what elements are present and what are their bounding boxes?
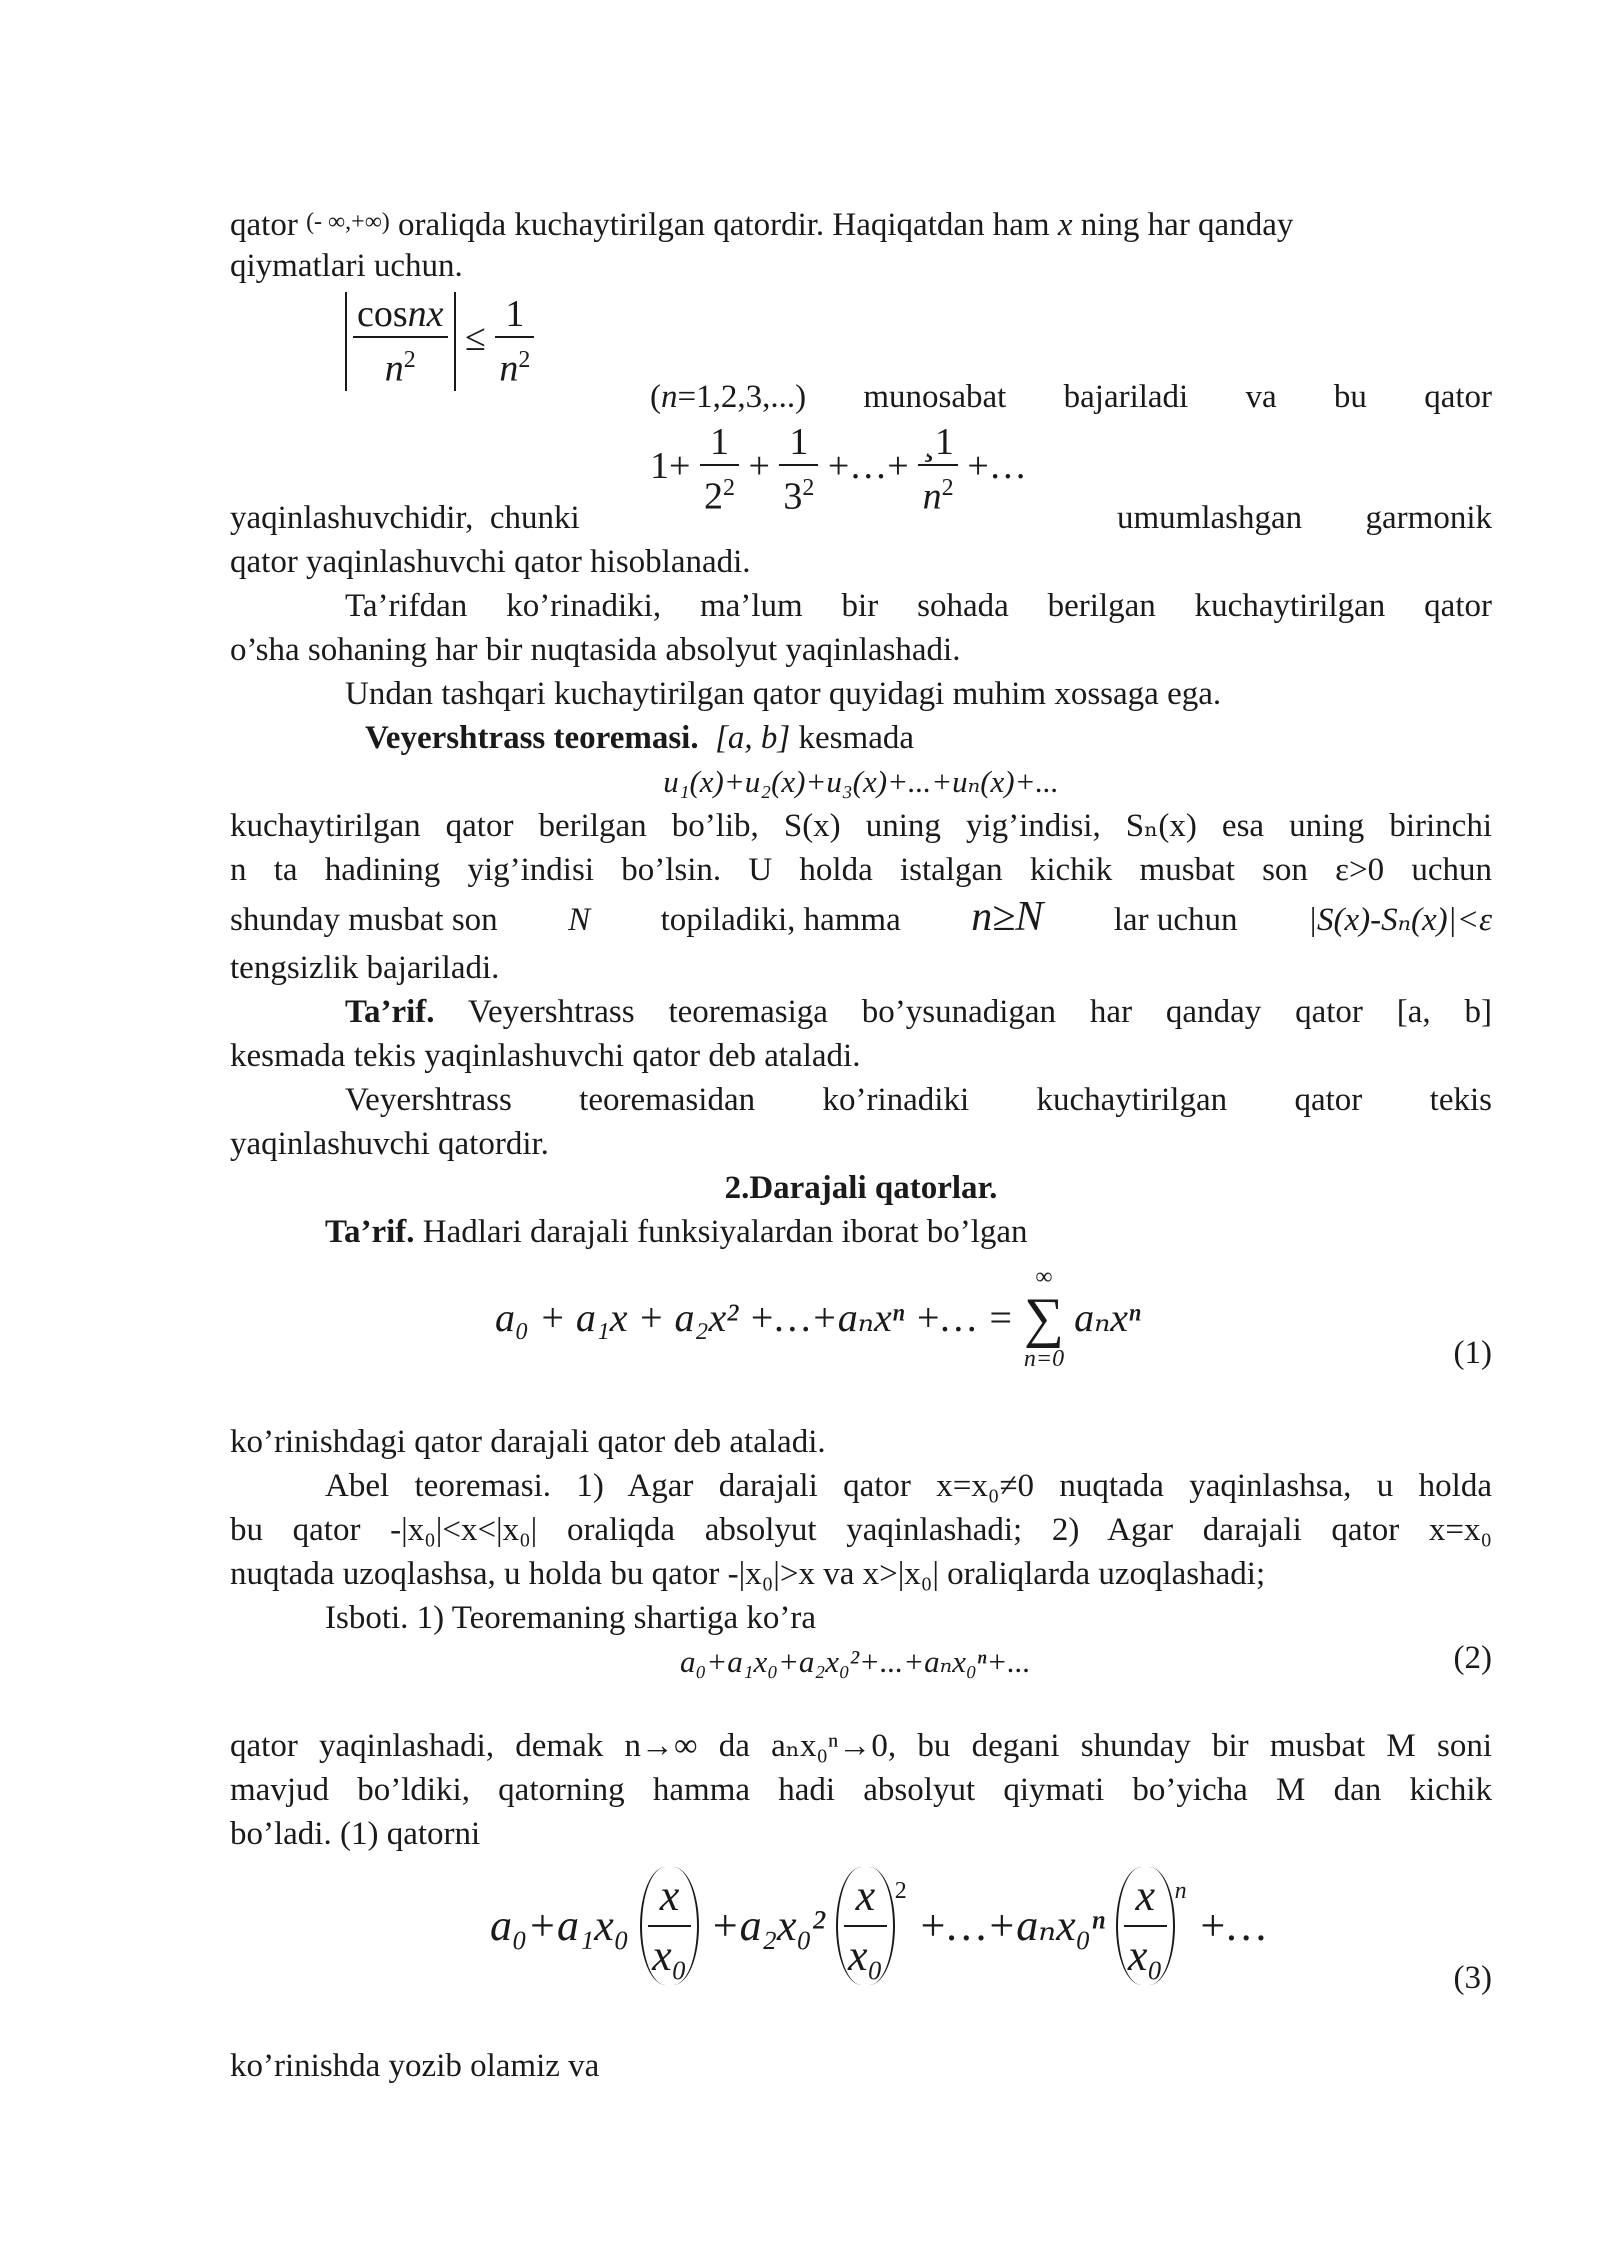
- condition: n≥N: [971, 894, 1044, 940]
- equation-1: [495, 1262, 1141, 1374]
- fraction: [353, 292, 448, 391]
- text: chunki: [489, 500, 580, 536]
- segment: [a, b]: [715, 720, 791, 756]
- paragraph-line: bu qator -|x₀|<x<|x₀| oraliqda absolyut yaqinlashadi; 2) Agar darajali qator x=x₀: [230, 1512, 1492, 1548]
- inequality: |S(x)-Sₙ(x)|<ε: [1307, 902, 1492, 938]
- interval-text: (- ∞,+∞): [306, 209, 390, 235]
- paragraph-line: tengsizlik bajariladi.: [230, 950, 500, 986]
- var-N: N: [568, 902, 591, 938]
- paragraph-line: o’sha sohaning har bir nuqtasida absolyut yaqinlashadi.: [230, 632, 961, 668]
- numerator: [353, 292, 448, 336]
- fraction: [779, 420, 818, 519]
- text: munosabat: [863, 379, 1007, 415]
- plus: +: [669, 445, 691, 488]
- text: 1: [650, 445, 669, 488]
- sum-top: ∞: [1035, 1264, 1053, 1290]
- text: 1: [934, 421, 954, 463]
- plus: +: [748, 445, 770, 488]
- exponent: n: [1174, 1878, 1187, 1904]
- paragraph-line: qiymatlari uchun.: [230, 248, 463, 284]
- theorem-title: Veyershtrass teoremasi.: [365, 720, 699, 756]
- n-text: n: [499, 347, 519, 390]
- numerator: 1: [789, 421, 809, 463]
- exponent: 2: [518, 347, 531, 373]
- paragraph-line: ko’rinishda yozib olamiz va: [230, 2048, 600, 2084]
- exponent: 2: [894, 1878, 907, 1904]
- parenthesis: [836, 1867, 895, 1985]
- definition-title: Ta’rif.: [345, 994, 435, 1030]
- paragraph-line: qator yaqinlashadi, demak n→∞ da aₙx₀ⁿ→0, bu degani shunday bir musbat M soni: [230, 1728, 1492, 1764]
- exponent: 2: [722, 475, 735, 501]
- numerator: 1: [709, 421, 729, 463]
- series-formula: [230, 760, 1492, 804]
- denominator: [779, 464, 818, 519]
- abs-value: [345, 292, 456, 391]
- text: garmonik: [1365, 500, 1492, 536]
- numerator: x: [659, 1870, 680, 1920]
- denominator: [918, 464, 958, 519]
- equation-number: (3): [1453, 1960, 1492, 1996]
- paragraph-line: n ta hadining yig’indisi bo’lsin. U holda istalgan kichik musbat son ε>0 uchun: [230, 852, 1492, 888]
- le-sign: ≤: [465, 317, 486, 360]
- denominator: x₀: [648, 1925, 691, 1985]
- text: umumlashgan: [1117, 500, 1303, 536]
- exponent: 2: [403, 347, 416, 373]
- text: yaqinlashuvchidir,: [230, 500, 474, 536]
- text: ¸: [922, 421, 935, 463]
- numerator: [918, 420, 958, 464]
- paragraph-line: mavjud bo’ldiki, qatorning hamma hadi absolyut qiymati bo’yicha M dan kichik: [230, 1772, 1492, 1808]
- definition-title: Ta’rif.: [325, 1214, 415, 1250]
- text: 2: [703, 475, 723, 518]
- fraction: [844, 1867, 887, 1985]
- paragraph-line: Undan tashqari kuchaytirilgan qator quyidagi muhim xossaga ega.: [345, 676, 1222, 712]
- text: oraliqda kuchaytirilgan qatordir. Haqiqatdan ham: [398, 207, 1050, 243]
- text: =1,2,3,...): [677, 379, 807, 415]
- text: 3: [783, 475, 803, 518]
- denominator: [495, 336, 534, 391]
- text: shunday musbat son: [230, 902, 498, 938]
- paragraph-line: [230, 496, 580, 540]
- numerator: 1: [505, 293, 525, 335]
- n-text: n: [922, 475, 942, 518]
- var-x: x: [1057, 207, 1073, 243]
- tail: +…: [1197, 1900, 1267, 1950]
- fraction: [918, 420, 958, 519]
- text: kesmada: [798, 720, 914, 756]
- term: +…+aₙx₀ⁿ: [917, 1900, 1105, 1950]
- paragraph-line: Ta’rifdan ko’rinadiki, ma’lum bir sohada berilgan kuchaytirilgan qator: [345, 588, 1492, 624]
- numerator: x: [1135, 1870, 1155, 1920]
- fraction: [700, 420, 739, 519]
- paragraph-line: qator yaqinlashuvchi qator hisoblanadi.: [230, 544, 751, 580]
- paragraph-line: bo’ladi. (1) qatorni: [230, 1816, 481, 1852]
- equation-number: (1): [1453, 1335, 1492, 1371]
- paragraph-line: nuqtada uzoqlashsa, u holda bu qator -|x₀|>x va x>|x₀| oraliqlarda uzoqlashadi;: [230, 1556, 1266, 1592]
- exponent: 2: [802, 475, 815, 501]
- exponent: 2: [941, 475, 954, 501]
- text: qator: [230, 207, 298, 243]
- paragraph-line: Abel teoremasi. 1) Agar darajali qator x=x₀≠0 nuqtada yaqinlashsa, u holda: [325, 1468, 1492, 1504]
- text: qator: [1424, 379, 1492, 415]
- nx-text: nx: [407, 293, 444, 335]
- term: a₀+a₁x₀: [490, 1900, 630, 1950]
- paragraph-line: ko’rinishdagi qator darajali qator deb ataladi.: [230, 1424, 826, 1460]
- paragraph-line: [230, 895, 1492, 942]
- parenthesis: [640, 1867, 699, 1985]
- equation-3: [490, 1862, 1266, 1985]
- text: [650, 375, 806, 419]
- paragraph-line: kesmada tekis yaqinlashuvchi qator deb ataladi.: [230, 1038, 861, 1074]
- equation-2: [680, 1640, 1031, 1684]
- u-series: u₁(x)+u₂(x)+u₃(x)+...+uₙ(x)+...: [663, 764, 1059, 799]
- n-text: n: [661, 379, 678, 415]
- dots: +…+: [827, 445, 909, 488]
- paragraph-line: yaqinlashuvchi qatordir.: [230, 1126, 549, 1162]
- paragraph-line: [650, 375, 1492, 419]
- text: Veyershtrass teoremasiga bo’ysunadigan har qanday qator [a, b]: [467, 994, 1493, 1030]
- theorem-heading: [365, 716, 1600, 760]
- text: topiladiki, hamma: [660, 902, 901, 938]
- text: bajariladi: [1063, 379, 1189, 415]
- sigma: ∑: [1024, 1287, 1064, 1349]
- fraction: [1124, 1867, 1167, 1985]
- numerator: x: [855, 1870, 876, 1920]
- paragraph-line: Veyershtrass teoremasidan ko’rinadiki kuchaytirilgan qator tekis: [345, 1082, 1492, 1118]
- text: bu: [1333, 379, 1367, 415]
- text: Hadlari darajali funksiyalardan iborat bo’lgan: [422, 1214, 1028, 1250]
- sum-term: aₙxⁿ: [1074, 1295, 1141, 1340]
- denominator: x₀: [1124, 1925, 1167, 1985]
- sum-bottom: n=0: [1023, 1346, 1065, 1372]
- definition-line: [345, 990, 1492, 1034]
- power-series-lhs: a₀ + a₁x + a₂x² +…+aₙxⁿ +… =: [495, 1295, 1014, 1340]
- paragraph-line: [1117, 496, 1492, 540]
- denominator: [700, 464, 739, 519]
- text: va: [1245, 379, 1277, 415]
- term: +a₂x₀²: [709, 1900, 825, 1950]
- section-heading: [230, 1166, 1492, 1210]
- paragraph-line: kuchaytirilgan qator berilgan bo’lib, S(x) uning yig’indisi, Sₙ(x) esa uning birinchi: [230, 808, 1492, 844]
- n-text: n: [384, 347, 404, 390]
- section-title: 2.Darajali qatorlar.: [724, 1170, 998, 1206]
- denominator: [353, 336, 448, 391]
- sum-operator: [1024, 1262, 1064, 1374]
- parenthesis: [1116, 1867, 1175, 1985]
- tail: +…: [967, 445, 1027, 488]
- text: (: [650, 379, 661, 415]
- paragraph-line: Isboti. 1) Teoremaning shartiga ko’ra: [325, 1600, 817, 1636]
- denominator: x₀: [844, 1925, 887, 1985]
- text: ning har qanday: [1080, 207, 1294, 243]
- text: lar uchun: [1113, 902, 1238, 938]
- definition-line: [325, 1210, 1587, 1254]
- paragraph-line: [230, 200, 1492, 247]
- fraction: [495, 292, 534, 391]
- equation-number: (2): [1453, 1640, 1492, 1676]
- series-expression: a₀+a₁x₀+a₂x₀²+...+aₙx₀ⁿ+...: [680, 1644, 1031, 1679]
- cos-text: cos: [357, 293, 408, 335]
- series-formula: [650, 420, 1027, 519]
- fraction: [648, 1867, 691, 1985]
- inequality-formula: [345, 292, 534, 391]
